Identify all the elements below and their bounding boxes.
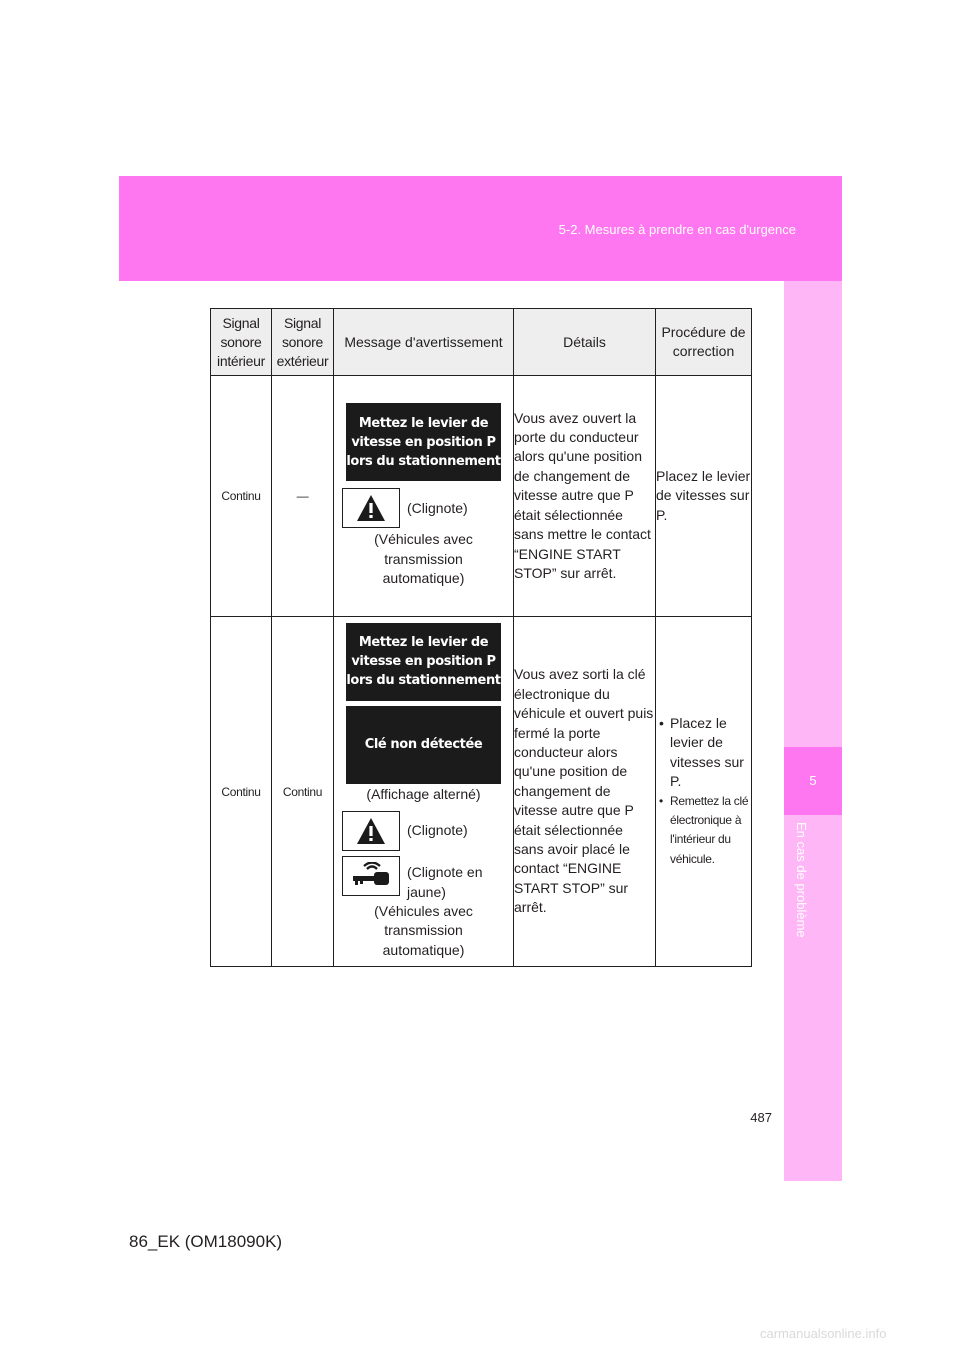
procedure-cell bbox=[656, 617, 752, 967]
procedure-text: Placez le levier de vitesses sur P. bbox=[670, 714, 744, 790]
alternate-note: (Affichage alterné) bbox=[366, 785, 481, 802]
procedure-item: • Remettez la clé électronique à l'intérieur du véhicule. bbox=[659, 792, 751, 870]
header-message: Message d'avertissement bbox=[334, 309, 514, 376]
warning-table bbox=[210, 308, 752, 967]
internal-signal-cell: Continu bbox=[211, 376, 272, 617]
external-signal-cell: Continu bbox=[272, 617, 334, 967]
model-code: 86_EK (OM18090K) bbox=[129, 1232, 283, 1251]
details-cell: Vous avez sorti la clé électronique du véhicule et ouvert puis fermé la porte conducteur alors qu'une position de changement de vitesse autre que P était sélectionnée sans avoir placé le contact “ENGINE START STOP” sur arrêt. bbox=[514, 617, 656, 967]
section-title: 5-2. Mesures à prendre en cas d'urgence bbox=[558, 222, 796, 237]
procedure-item: • Placez le levier de vitesses sur P. bbox=[659, 714, 751, 792]
warning-triangle-icon bbox=[342, 488, 400, 528]
vehicle-note: (Véhicules avec transmission automatique) bbox=[374, 903, 473, 958]
table-row bbox=[211, 617, 752, 967]
table-row bbox=[211, 376, 752, 617]
chapter-title: En cas de problème bbox=[794, 822, 809, 938]
display-message: Mettez le levier de vitesse en position P lors du stationnement bbox=[346, 403, 501, 481]
icon-line bbox=[342, 488, 513, 528]
icon-line bbox=[342, 856, 513, 902]
key-signal-icon bbox=[342, 856, 400, 896]
internal-signal-cell: Continu bbox=[211, 617, 272, 967]
chapter-tab bbox=[784, 747, 842, 815]
external-signal-cell: — bbox=[272, 376, 334, 617]
side-tab-strip bbox=[784, 281, 842, 1181]
procedure-text: Remettez la clé électronique à l'intérieur du véhicule. bbox=[670, 793, 749, 866]
vehicle-note: (Véhicules avec transmission automatique) bbox=[374, 531, 473, 587]
header-band bbox=[119, 176, 842, 281]
page-number: 487 bbox=[750, 1110, 772, 1125]
icon-caption: (Clignote) bbox=[407, 499, 468, 516]
header-internal: Signal sonore intérieur bbox=[211, 309, 272, 376]
table-header-row bbox=[211, 309, 752, 376]
watermark: carmanualsonline.info bbox=[760, 1326, 887, 1341]
icon-caption: (Clignote) bbox=[407, 822, 468, 839]
header-external: Signal sonore extérieur bbox=[272, 309, 334, 376]
header-procedure: Procédure de correction bbox=[656, 309, 752, 376]
warning-triangle-icon bbox=[342, 811, 400, 851]
procedure-cell: Placez le levier de vitesses sur P. bbox=[656, 376, 752, 617]
display-message-key: Clé non détectée bbox=[346, 706, 501, 784]
icon-line bbox=[342, 811, 513, 851]
message-cell bbox=[334, 617, 514, 967]
icon-caption: (Clignote en jaune) bbox=[407, 864, 483, 900]
details-cell: Vous avez ouvert la porte du conducteur alors qu'une position de changement de vitesse autre que P était sélectionnée sans mettre le contact “ENGINE START STOP” sur arrêt. bbox=[514, 376, 656, 617]
message-cell bbox=[334, 376, 514, 617]
header-details: Détails bbox=[514, 309, 656, 376]
chapter-number: 5 bbox=[809, 773, 817, 788]
display-message: Mettez le levier de vitesse en position P lors du stationnement bbox=[346, 623, 501, 701]
